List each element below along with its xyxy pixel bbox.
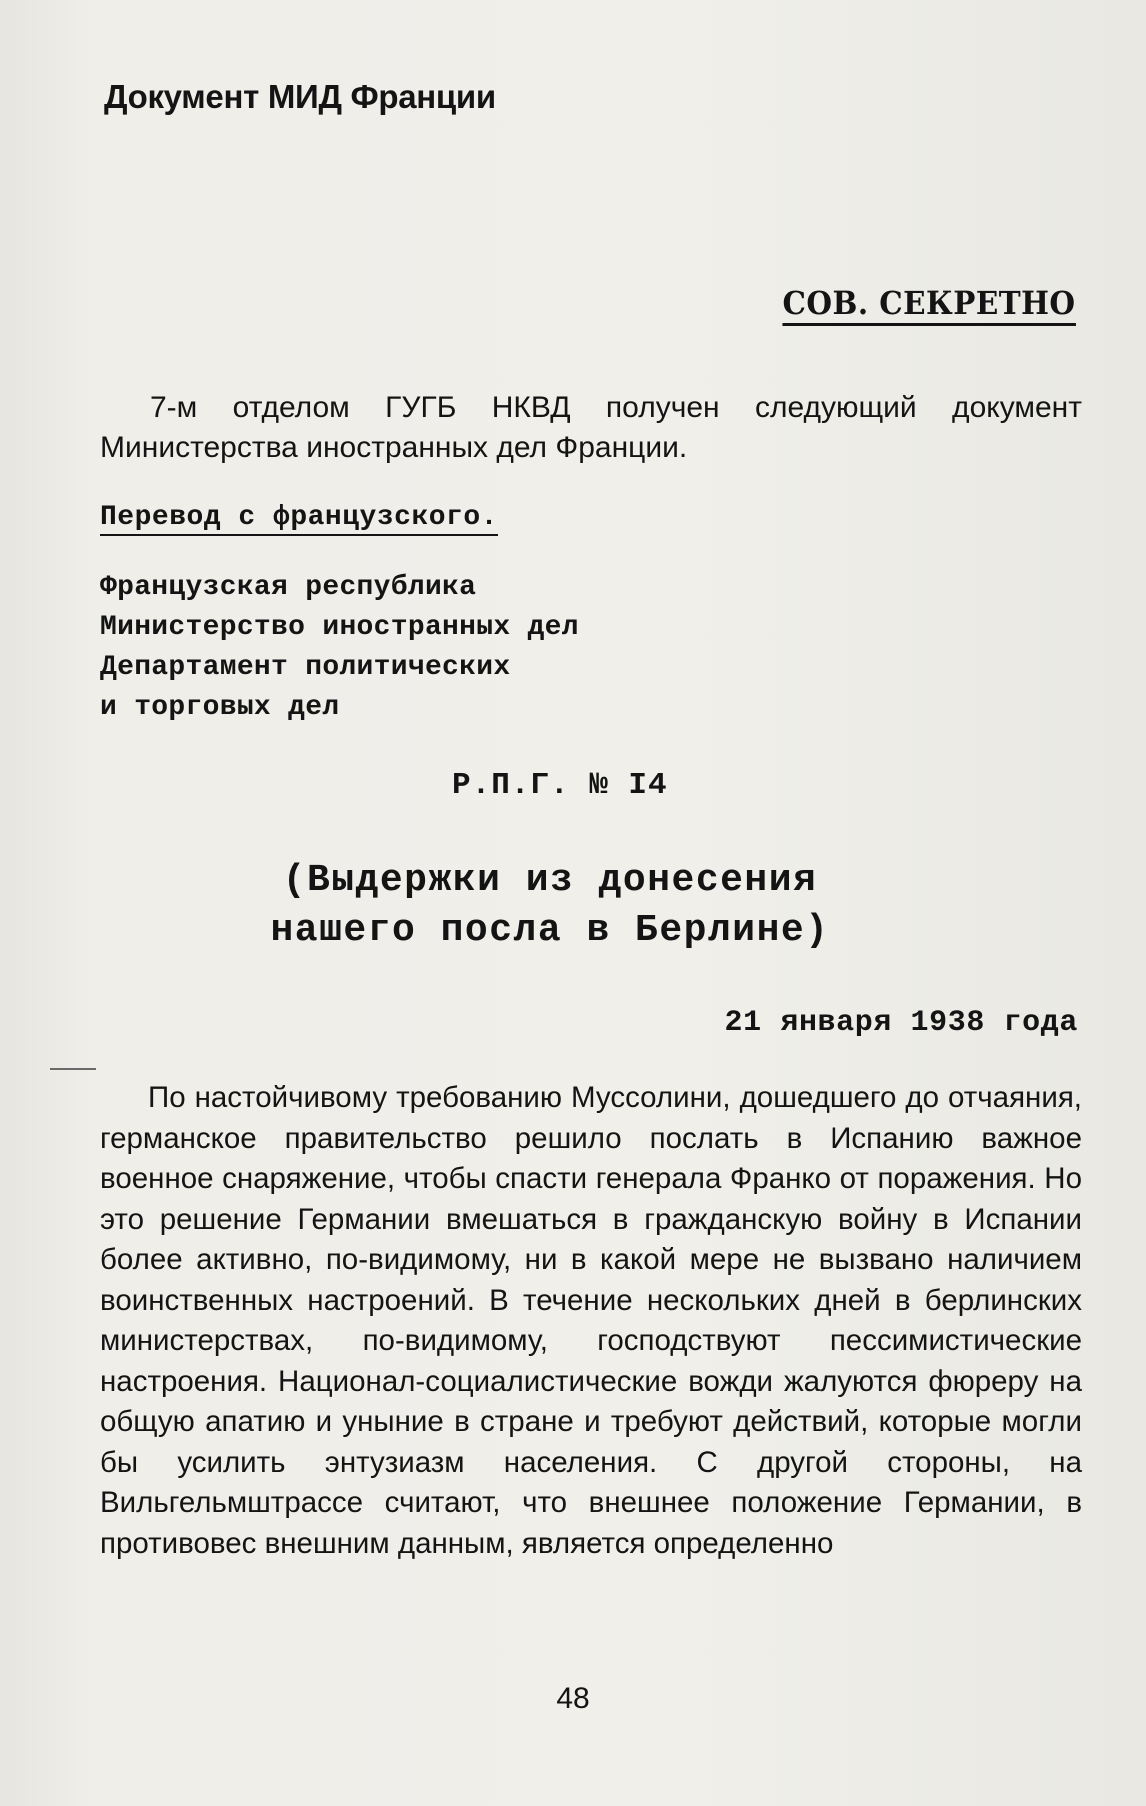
intro-paragraph: 7-м отделом ГУГБ НКВД получен следующий документ Министерства иностранных дел Франции. <box>100 391 1082 464</box>
document-heading: Документ МИД Франции <box>104 78 496 115</box>
sender-line: и торговых дел <box>100 692 340 723</box>
excerpt-title-line: нашего посла в Берлине) <box>270 909 830 952</box>
document-date: 21 января 1938 года <box>724 1006 1078 1040</box>
translation-note: Перевод с французского. <box>100 502 498 536</box>
sender-line: Министерство иностранных дел <box>100 612 579 643</box>
margin-mark <box>50 1068 96 1070</box>
page-number: 48 <box>556 1682 590 1715</box>
classification-stamp: СОВ. СЕКРЕТНО <box>783 284 1076 326</box>
sender-line: Французская республика <box>100 572 477 603</box>
sender-block <box>100 568 579 728</box>
excerpt-title <box>150 856 950 956</box>
reference-number: Р.П.Г. № I4 <box>452 768 668 803</box>
sender-line: Департамент политических <box>100 652 511 683</box>
body-paragraph: По настойчивому требованию Муссолини, дошедшего до отчаяния, германское правительство решило послать в Испанию важное военное снаряжение, чтобы спасти генерала Франко от поражения. Но это решение Германии вмешаться в гражданскую войну в Испании более активно, по-видимому, ни в какой мере не вызвано наличием воинственных настроений. В течение нескольких дней в берлинских министерствах, по-видимому, господствуют пессимистические настроения. Национал-социалистические вожди жалуются фюреру на общую апатию и уныние в стране и требуют действий, которые могли бы усилить энтузиазм населения. С другой стороны, на Вильгельмштрассе считают, что внешнее положение Германии, в противовес внешним данным, является определенно <box>100 1081 1082 1560</box>
excerpt-title-line: (Выдержки из донесения <box>282 859 818 902</box>
